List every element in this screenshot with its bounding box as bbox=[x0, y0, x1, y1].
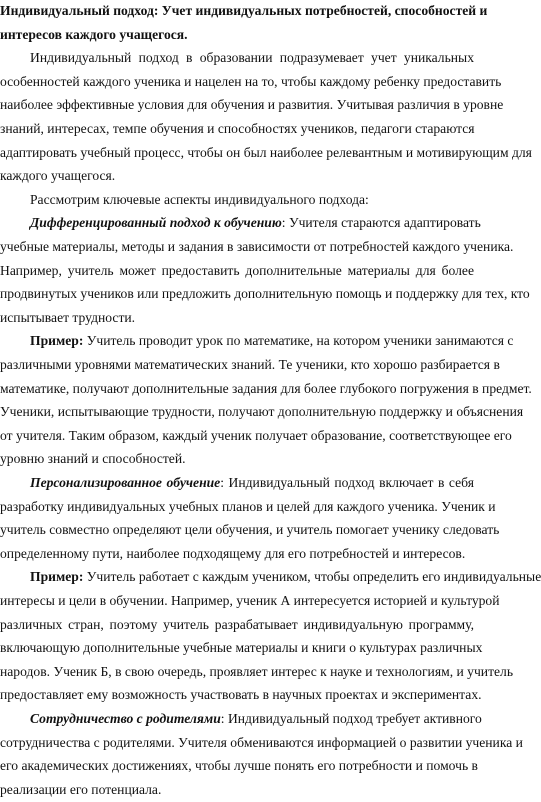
body-text: Учитель проводит урок по математике, на котором ученики занимаются с bbox=[83, 333, 514, 349]
body-text: определенному пути, наиболее подходящему для его потребностей и интересов. bbox=[0, 545, 466, 561]
emphasized-text: Сотрудничество с родителями bbox=[30, 711, 221, 726]
emphasized-text: Пример: bbox=[30, 569, 84, 585]
body-text: Учитель работает с каждым учеником, чтобы определить его индивидуальные bbox=[83, 569, 541, 585]
text-line bbox=[0, 141, 532, 165]
body-text: от учителя. Таким образом, каждый ученик получает образование, соответствующее его bbox=[0, 427, 512, 443]
body-text: предоставляет ему возможность участвовать в научных проектах и экспериментах. bbox=[0, 687, 482, 703]
text-line bbox=[0, 329, 514, 353]
body-text: испытывает трудности. bbox=[0, 309, 136, 325]
body-text: уровню знаний и способностей. bbox=[0, 451, 186, 467]
body-text: Рассмотрим ключевые аспекты индивидуального подхода: bbox=[30, 191, 369, 207]
body-text: его академических достижениях, чтобы лучше понять его потребности и помочь в bbox=[0, 758, 478, 774]
body-text: продвинутых учеников или предложить дополнительную помощь и поддержку для тех, кто bbox=[0, 286, 530, 302]
text-line bbox=[0, 259, 474, 283]
emphasized-text: Персонализированное обучение bbox=[30, 475, 221, 490]
text-line bbox=[0, 377, 532, 401]
body-text: различных стран, поэтому учитель разрабатывает индивидуальную программу, bbox=[0, 616, 474, 632]
text-line bbox=[0, 754, 478, 778]
text-line bbox=[0, 235, 514, 259]
body-text: знаний, интересах, темпе обучения и способностях учеников, педагоги стараются bbox=[0, 121, 475, 136]
body-text: адаптировать учебный процесс, чтобы он был наиболее релевантным и мотивирующим для bbox=[0, 144, 532, 160]
body-text: особенностей каждого ученика и нацелен на то, чтобы каждому ребенку предоставить bbox=[0, 73, 502, 89]
text-line bbox=[0, 400, 524, 424]
text-line bbox=[0, 0, 488, 23]
text-line bbox=[0, 731, 523, 755]
body-text: Ученики, испытывающие трудности, получают дополнительную поддержку и объяснения bbox=[0, 404, 524, 420]
text-line bbox=[0, 23, 474, 47]
body-text: народов. Ученик Б, в свою очередь, проявляет интерес к науке и технологиям, и учитель bbox=[0, 663, 514, 679]
text-line bbox=[0, 495, 496, 519]
body-text: : Индивидуальный подход включает в себя bbox=[220, 475, 474, 490]
text-line bbox=[0, 589, 500, 613]
text-line bbox=[0, 353, 500, 377]
text-line bbox=[0, 306, 474, 330]
body-text: каждого учащегося. bbox=[0, 168, 116, 184]
emphasized-text: Дифференцированный подход к обучению bbox=[30, 215, 282, 231]
body-text: сотрудничества с родителями. Учителя обмениваются информацией о развитии ученика и bbox=[0, 734, 523, 750]
body-text: Индивидуальный подход в образовании подразумевает учет уникальных bbox=[30, 50, 474, 66]
body-text: реализации его потенциала. bbox=[0, 781, 162, 797]
body-text: учитель совместно определяют цели обучения, и учитель помогает ученику следовать bbox=[0, 522, 500, 538]
text-line bbox=[0, 683, 482, 707]
text-line bbox=[0, 518, 500, 542]
body-text: : Учителя стараются адаптировать bbox=[281, 215, 481, 231]
text-line bbox=[0, 778, 474, 802]
body-text: наиболее эффективные условия для обучения и развития. Учитывая различия в уровне bbox=[0, 97, 504, 113]
emphasized-text: интересов каждого учащегося. bbox=[0, 26, 188, 42]
emphasized-text: Пример: bbox=[30, 333, 84, 349]
text-line bbox=[0, 707, 482, 731]
body-text: интересы и цели в обучении. Например, ученик А интересуется историей и культурой bbox=[0, 593, 500, 608]
text-line bbox=[0, 93, 504, 117]
text-line bbox=[0, 188, 474, 212]
text-line bbox=[0, 164, 474, 188]
body-text: : Индивидуальный подход требует активного bbox=[220, 711, 482, 726]
body-text: Например, учитель может предоставить дополнительные материалы для более bbox=[0, 262, 474, 278]
body-text: разработку индивидуальных учебных планов и целей для каждого ученика. Ученик и bbox=[0, 498, 496, 514]
text-line bbox=[0, 542, 474, 566]
text-line bbox=[0, 636, 483, 660]
text-line bbox=[0, 424, 512, 448]
emphasized-text: Индивидуальный подход: Учет индивидуальных потребностей, способностей и bbox=[0, 3, 488, 18]
body-text: учебные материалы, методы и задания в зависимости от потребностей каждого ученика. bbox=[0, 239, 514, 254]
text-line bbox=[0, 282, 530, 306]
text-line bbox=[0, 565, 541, 589]
text-line bbox=[0, 447, 474, 471]
text-line bbox=[0, 613, 474, 637]
text-line bbox=[0, 211, 481, 235]
body-text: различными уровнями математических знаний. Те ученики, кто хорошо разбирается в bbox=[0, 357, 500, 372]
text-line bbox=[0, 70, 502, 94]
text-line bbox=[0, 46, 474, 70]
text-line bbox=[0, 117, 474, 141]
body-text: математике, получают дополнительные задания для более глубокого погружения в предмет. bbox=[0, 380, 532, 396]
text-line bbox=[0, 660, 514, 684]
text-line bbox=[0, 471, 474, 495]
body-text: включающую дополнительные учебные материалы и книги о культурах различных bbox=[0, 640, 483, 656]
